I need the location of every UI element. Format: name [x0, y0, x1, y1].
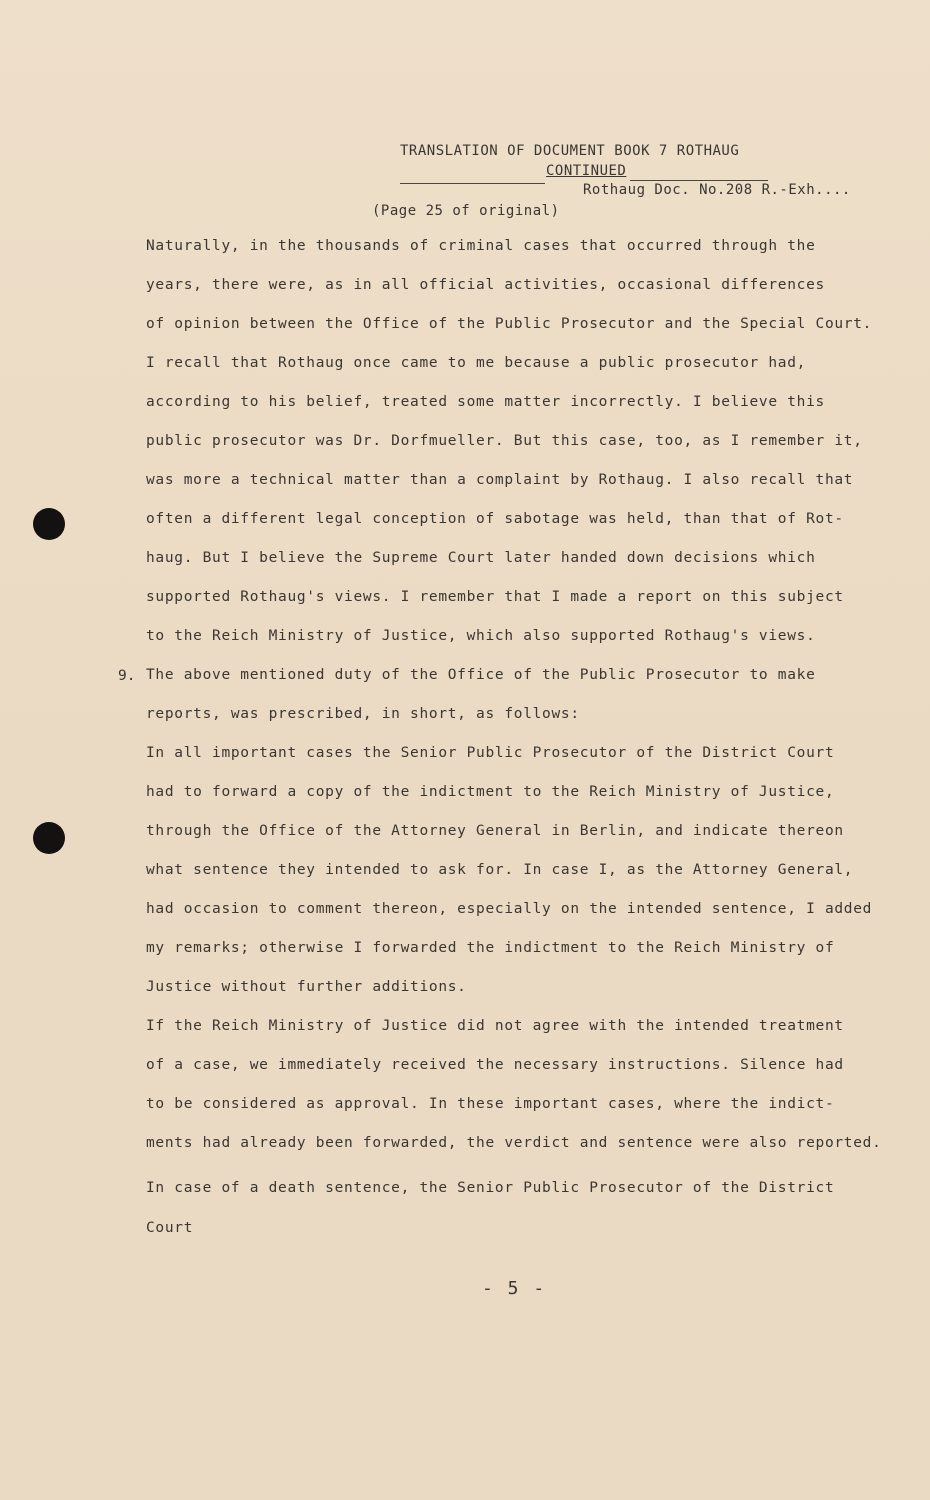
document-title: TRANSLATION OF DOCUMENT BOOK 7 ROTHAUG	[400, 143, 740, 159]
item-number: 9.	[118, 668, 136, 684]
body-line: I recall that Rothaug once came to me because a public prosecutor had,	[146, 355, 807, 371]
body-line: public prosecutor was Dr. Dorfmueller. But this case, too, as I remember it,	[146, 433, 863, 449]
body-line: what sentence they intended to ask for. In case I, as the Attorney General,	[146, 862, 854, 878]
body-line: was more a technical matter than a complaint by Rothaug. I also recall that	[146, 472, 854, 488]
body-line: according to his belief, treated some matter incorrectly. I believe this	[146, 394, 825, 410]
body-line: If the Reich Ministry of Justice did not agree with the intended treatment	[146, 1018, 844, 1034]
body-line: had occasion to comment thereon, especially on the intended sentence, I added	[146, 901, 873, 917]
body-line: my remarks; otherwise I forwarded the indictment to the Reich Ministry of	[146, 940, 835, 956]
body-line: had to forward a copy of the indictment to the Reich Ministry of Justice,	[146, 784, 835, 800]
body-line: of a case, we immediately received the necessary instructions. Silence had	[146, 1057, 844, 1073]
body-line: The above mentioned duty of the Office of the Public Prosecutor to make	[146, 667, 816, 683]
punch-hole-upper	[33, 508, 65, 540]
body-line: to the Reich Ministry of Justice, which also supported Rothaug's views.	[146, 628, 816, 644]
body-line: of opinion between the Office of the Public Prosecutor and the Special Court.	[146, 316, 873, 332]
body-line: Justice without further additions.	[146, 979, 467, 995]
body-line: to be considered as approval. In these important cases, where the indict-	[146, 1096, 835, 1112]
body-line: Naturally, in the thousands of criminal cases that occurred through the	[146, 238, 816, 254]
punch-hole-lower	[33, 822, 65, 854]
body-line: through the Office of the Attorney General in Berlin, and indicate thereon	[146, 823, 844, 839]
body-line: supported Rothaug's views. I remember that I made a report on this subject	[146, 589, 844, 605]
body-line: often a different legal conception of sabotage was held, than that of Rot-	[146, 511, 844, 527]
header-rule-right	[630, 180, 768, 181]
body-line: In all important cases the Senior Public Prosecutor of the District Court	[146, 745, 835, 761]
page-number: - 5 -	[482, 1278, 547, 1299]
document-reference: Rothaug Doc. No.208 R.-Exh....	[583, 182, 851, 198]
body-line: years, there were, as in all official activities, occasional differences	[146, 277, 825, 293]
continued-label: CONTINUED	[546, 163, 627, 179]
body-line: Court	[146, 1220, 194, 1236]
body-line: haug. But I believe the Supreme Court later handed down decisions which	[146, 550, 816, 566]
header-rule-left	[400, 183, 545, 184]
body-line: ments had already been forwarded, the verdict and sentence were also reported.	[146, 1135, 882, 1151]
original-page-reference: (Page 25 of original)	[372, 203, 560, 219]
body-line: reports, was prescribed, in short, as follows:	[146, 706, 580, 722]
body-line: In case of a death sentence, the Senior Public Prosecutor of the District	[146, 1180, 835, 1196]
